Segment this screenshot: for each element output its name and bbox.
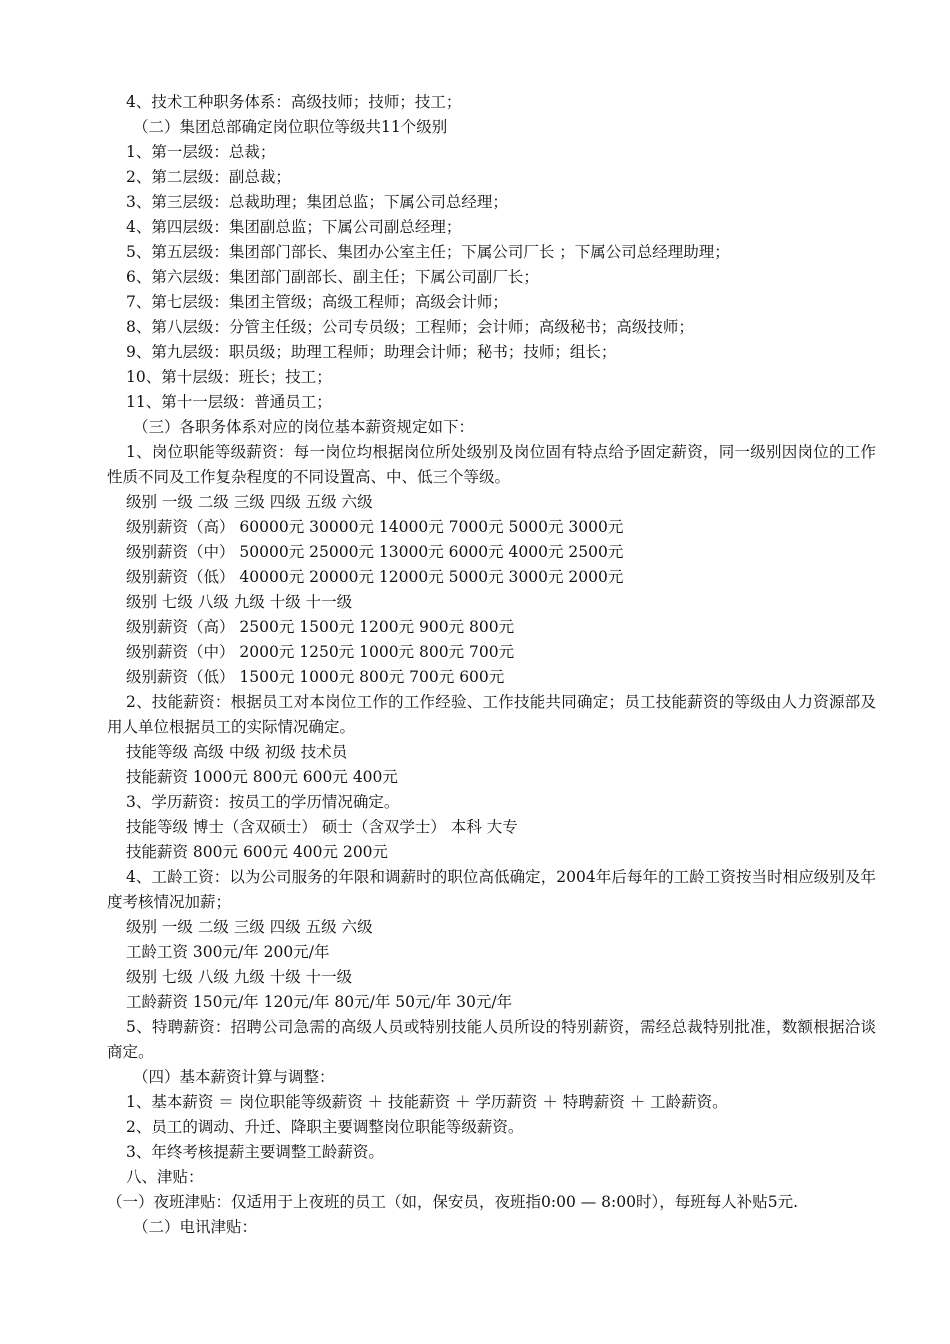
salary-table-row: 工龄薪资 150元/年 120元/年 80元/年 50元/年 30元/年: [126, 993, 513, 1011]
text-line: 1、第一层级：总裁；: [126, 143, 276, 161]
text-line: 3、第三层级：总裁助理；集团总监；下属公司总经理；: [126, 193, 508, 211]
text-line: 5、第五层级：集团部门部长、集团办公室主任；下属公司厂长 ；下属公司总经理助理；: [126, 243, 730, 261]
salary-table-row: 级别薪资（中） 2000元 1250元 1000元 800元 700元: [126, 643, 515, 661]
text-line: 9、第九层级：职员级；助理工程师；助理会计师；秘书；技师；组长；: [126, 343, 617, 361]
text-line: （一）夜班津贴：仅适用于上夜班的员工（如，保安员，夜班指0:00 — 8:00时），每班每人补贴5元.: [107, 1193, 799, 1211]
text-line: 10、第十层级：班长；技工；: [126, 368, 332, 386]
section-heading: （二）电讯津贴：: [133, 1218, 258, 1236]
salary-table-row: 技能薪资 1000元 800元 600元 400元: [126, 768, 398, 786]
salary-table-row: 级别 一级 二级 三级 四级 五级 六级: [126, 493, 373, 511]
section-heading: （二）集团总部确定岗位职位等级共11个级别: [133, 118, 448, 136]
salary-table-row: 级别 七级 八级 九级 十级 十一级: [126, 593, 353, 611]
salary-table-row: 级别薪资（低） 40000元 20000元 12000元 5000元 3000元 2000元: [126, 568, 624, 586]
text-line: 1、基本薪资 ＝ 岗位职能等级薪资 ＋ 技能薪资 ＋ 学历薪资 ＋ 特聘薪资 ＋ 工龄薪资。: [126, 1093, 728, 1111]
salary-table-row: 工龄工资 300元/年 200元/年: [126, 943, 330, 961]
text-line: 3、学历薪资：按员工的学历情况确定。: [126, 793, 400, 811]
paragraph: 1、岗位职能等级薪资：每一岗位均根据岗位所处级别及岗位固有特点给予固定薪资，同一级别因岗位的工作性质不同及工作复杂程度的不同设置高、中、低三个等级。: [107, 443, 876, 486]
paragraph: 2、技能薪资：根据员工对本岗位工作的工作经验、工作技能共同确定；员工技能薪资的等级由人力资源部及用人单位根据员工的实际情况确定。: [107, 693, 876, 736]
salary-table-row: 技能等级 博士（含双硕士） 硕士（含双学士） 本科 大专: [126, 818, 518, 836]
text-line: 2、员工的调动、升迁、降职主要调整岗位职能等级薪资。: [126, 1118, 524, 1136]
text-line: 8、第八层级：分管主任级；公司专员级；工程师；会计师；高级秘书；高级技师；: [126, 318, 694, 336]
text-line: 4、第四层级：集团副总监；下属公司副总经理；: [126, 218, 462, 236]
text-line: 6、第六层级：集团部门副部长、副主任；下属公司副厂长；: [126, 268, 539, 286]
paragraph: 4、工龄工资：以为公司服务的年限和调薪时的职位高低确定，2004年后每年的工龄工资按当时相应级别及年度考核情况加薪；: [107, 868, 876, 911]
salary-table-row: 级别薪资（低） 1500元 1000元 800元 700元 600元: [126, 668, 505, 686]
text-line: 7、第七层级：集团主管级；高级工程师；高级会计师；: [126, 293, 508, 311]
section-heading: （三）各职务体系对应的岗位基本薪资规定如下：: [133, 418, 475, 436]
document-body: [0, 90, 950, 1240]
section-heading: 八、津贴：: [126, 1168, 204, 1186]
section-heading: （四）基本薪资计算与调整：: [133, 1068, 335, 1086]
salary-table-row: 级别薪资（高） 2500元 1500元 1200元 900元 800元: [126, 618, 515, 636]
salary-table-row: 级别 一级 二级 三级 四级 五级 六级: [126, 918, 373, 936]
salary-table-row: 级别薪资（中） 50000元 25000元 13000元 6000元 4000元 2500元: [126, 543, 624, 561]
paragraph: 5、特聘薪资：招聘公司急需的高级人员或特别技能人员所设的特别薪资，需经总裁特别批准，数额根据洽谈商定。: [107, 1018, 876, 1061]
salary-table-row: 技能等级 高级 中级 初级 技术员: [126, 743, 348, 761]
text-line: 2、第二层级：副总裁；: [126, 168, 291, 186]
salary-table-row: 级别 七级 八级 九级 十级 十一级: [126, 968, 353, 986]
salary-table-row: 级别薪资（高） 60000元 30000元 14000元 7000元 5000元 3000元: [126, 518, 624, 536]
text-line: 4、技术工种职务体系：高级技师；技师；技工；: [126, 93, 462, 111]
text-line: 11、第十一层级：普通员工；: [126, 393, 332, 411]
salary-table-row: 技能薪资 800元 600元 400元 200元: [126, 843, 389, 861]
text-line: 3、年终考核提薪主要调整工龄薪资。: [126, 1143, 384, 1161]
